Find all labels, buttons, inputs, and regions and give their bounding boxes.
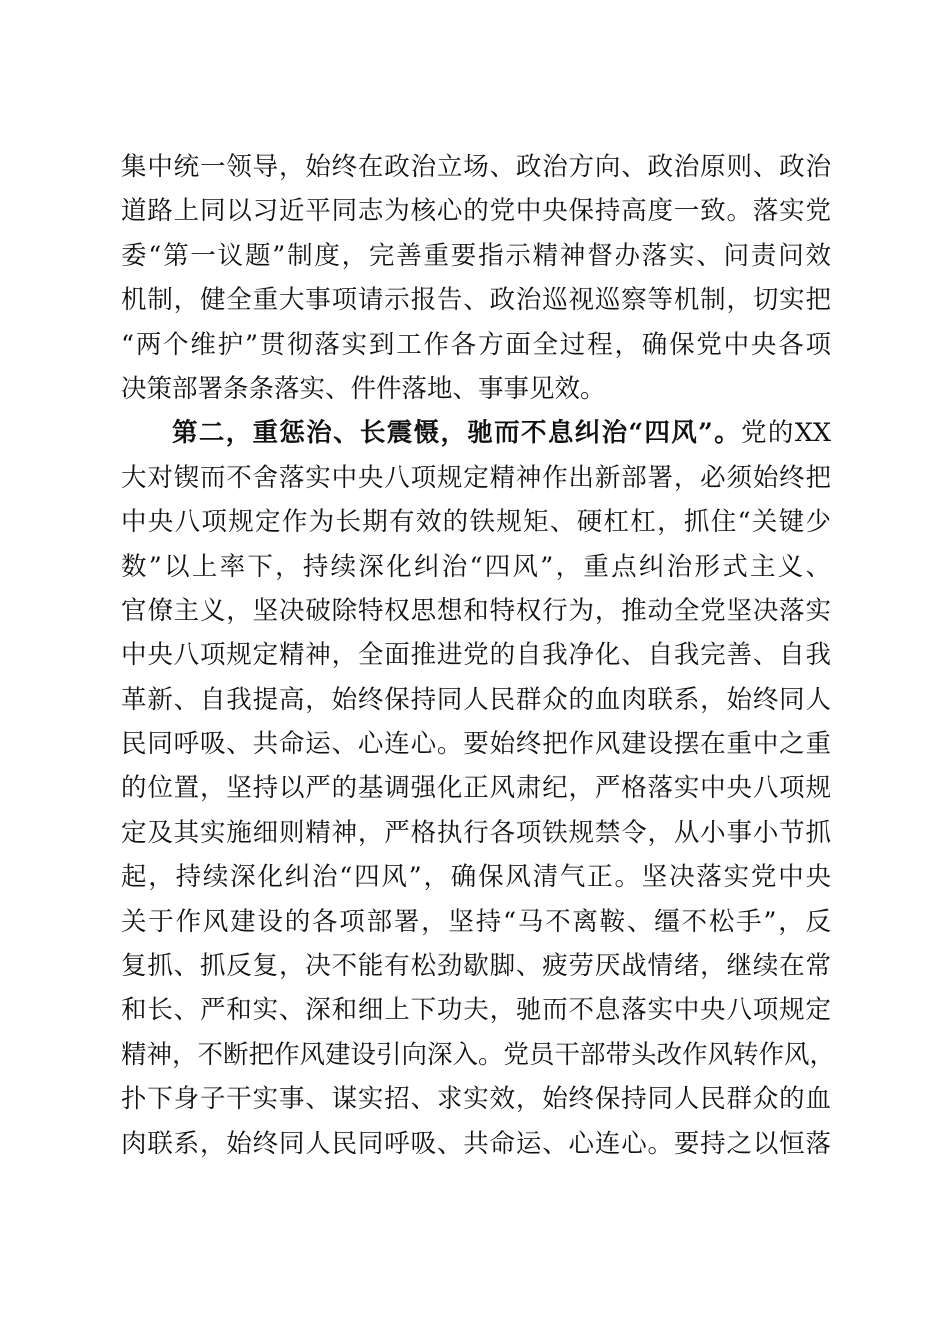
text-line: 决策部署条条落实、件件落地、事事见效。 <box>121 373 606 404</box>
text-line: 定及其实施细则精神，严格执行各项铁规禁令，从小事小节抓 <box>121 817 831 848</box>
text-line: 委“第一议题”制度，完善重要指示精神督办落实、问责问效 <box>121 240 831 271</box>
first-line-text: 党的XX <box>741 418 832 449</box>
document-body <box>121 145 836 1166</box>
text-line: 的位置，坚持以严的基调强化正风肃纪，严格落实中央八项规 <box>121 773 831 804</box>
text-line: 扑下身子干实事、谋实招、求实效，始终保持同人民群众的血 <box>121 1084 831 1115</box>
text-line: 肉联系，始终同人民同呼吸、共命运、心连心。要持之以恒落 <box>121 1128 831 1159</box>
paragraph-1 <box>121 145 831 411</box>
paragraph-2-first-line <box>121 411 831 455</box>
text-line: 中央八项规定作为长期有效的铁规矩、硬杠杠，抓住“关键少 <box>121 507 831 538</box>
text-line: “两个维护”贯彻落实到工作各方面全过程，确保党中央各项 <box>121 329 831 360</box>
text-line: 革新、自我提高，始终保持同人民群众的血肉联系，始终同人 <box>121 684 831 715</box>
text-line: 中央八项规定精神，全面推进党的自我净化、自我完善、自我 <box>121 640 831 671</box>
paragraph-2 <box>121 411 836 1166</box>
text-line: 复抓、抓反复，决不能有松劲歇脚、疲劳厌战情绪，继续在常 <box>121 951 831 982</box>
text-line: 集中统一领导，始终在政治立场、政治方向、政治原则、政治 <box>121 152 831 182</box>
text-line: 和长、严和实、深和细上下功夫，驰而不息落实中央八项规定 <box>121 995 831 1026</box>
text-line: 数”以上率下，持续深化纠治“四风”，重点纠治形式主义、 <box>121 551 831 582</box>
text-line: 精神，不断把作风建设引向深入。党员干部带头改作风转作风， <box>121 1039 836 1070</box>
text-line: 机制，健全重大事项请示报告、政治巡视巡察等机制，切实把 <box>121 285 831 316</box>
text-line: 道路上同以习近平同志为核心的党中央保持高度一致。落实党 <box>121 196 831 227</box>
text-line: 大对锲而不舍落实中央八项规定精神作出新部署，必须始终把 <box>121 462 831 493</box>
text-line: 民同呼吸、共命运、心连心。要始终把作风建设摆在重中之重 <box>121 729 831 760</box>
text-line: 起，持续深化纠治“四风”，确保风清气正。坚决落实党中央 <box>121 862 831 893</box>
text-line: 关于作风建设的各项部署，坚持“马不离鞍、缰不松手”，反 <box>121 906 831 937</box>
section-heading: 第二，重惩治、长震慑，驰而不息纠治“四风”。 <box>172 418 741 449</box>
text-line: 官僚主义，坚决破除特权思想和特权行为，推动全党坚决落实 <box>121 595 831 626</box>
